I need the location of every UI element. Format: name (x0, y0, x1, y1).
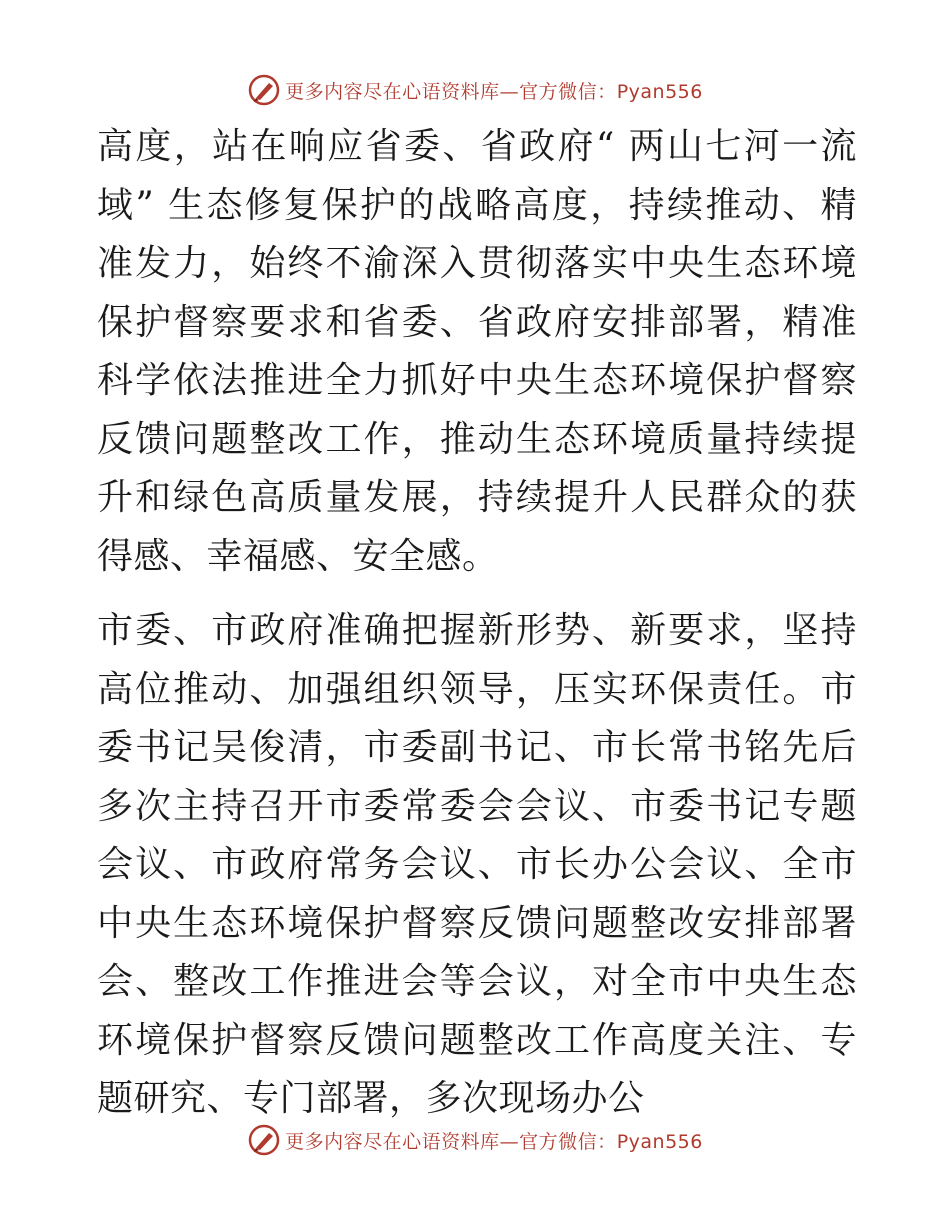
header-site-text: 更多内容尽在心语资料库 (285, 80, 500, 103)
document-body (97, 118, 857, 1129)
header-wechat-id: Pyan556 (616, 80, 703, 103)
pen-logo-icon (247, 73, 281, 107)
header-wechat-label: 官方微信： (519, 80, 617, 103)
header-separator: — (499, 80, 520, 103)
footer-site-text: 更多内容尽在心语资料库 (285, 1130, 500, 1153)
footer-banner-text (285, 1127, 703, 1154)
header-banner (0, 70, 950, 110)
pen-logo-icon (247, 1123, 281, 1157)
footer-wechat-id: Pyan556 (616, 1130, 703, 1153)
header-banner-text (285, 77, 703, 104)
footer-wechat-label: 官方微信： (519, 1130, 617, 1153)
footer-separator: — (499, 1130, 520, 1153)
body-paragraph-1: 高度，站在响应省委、省政府“ 两山七河一流域” 生态修复保护的战略高度，持续推动、精准发力，始终不渝深入贯彻落实中央生态环境保护督察要求和省委、省政府安排部署，精准科学依法推进全力抓好中央生态环境保护督察反馈问题整改工作，推动生态环境质量持续提升和绿色高质量发展，持续提升人民群众的获得感、幸福感、安全感。 (97, 126, 857, 577)
body-paragraph-2: 市委、市政府准确把握新形势、新要求，坚持高位推动、加强组织领导，压实环保责任。市委书记吴俊清，市委副书记、市长常书铭先后多次主持召开市委常委会会议、市委书记专题会议、市政府常务会议、市长办公会议、全市中央生态环境保护督察反馈问题整改安排部署会、整改工作推进会等会议，对全市中央生态环境保护督察反馈问题整改工作高度关注、专题研究、专门部署，多次现场办公 (97, 610, 857, 1119)
footer-banner (0, 1120, 950, 1160)
